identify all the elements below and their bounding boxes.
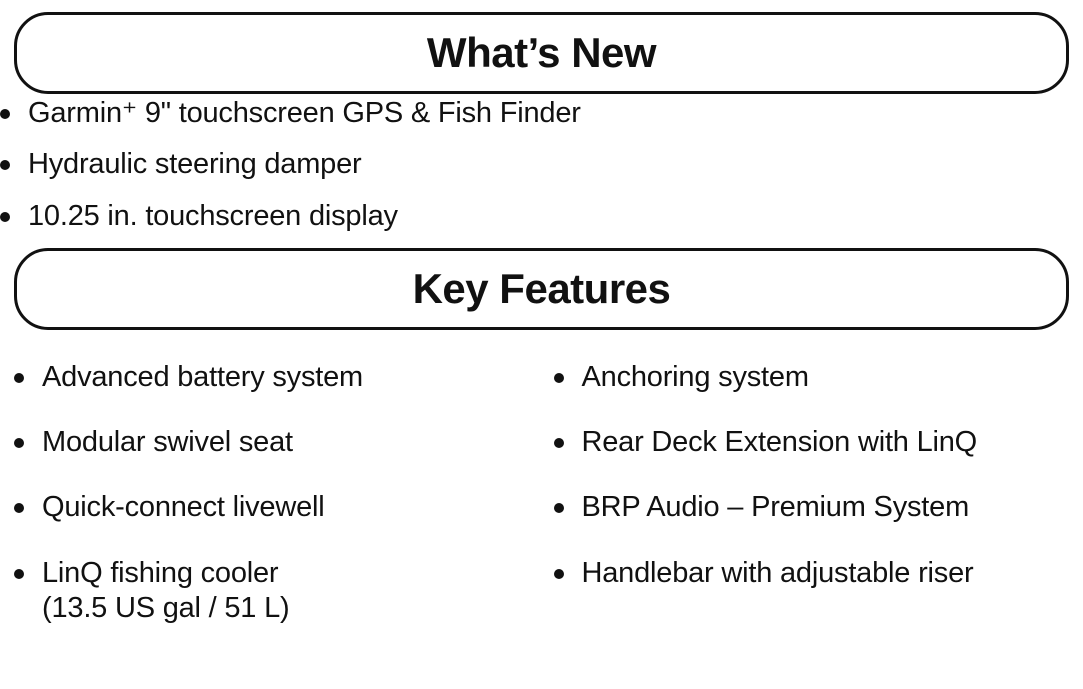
list-item	[14, 423, 542, 461]
key-features-title: Key Features	[413, 268, 671, 310]
list-item-label: BRP Audio – Premium System	[582, 488, 970, 526]
bullet-dot-icon	[0, 212, 10, 222]
list-item	[0, 94, 1083, 132]
list-item-label: Garmin⁺ 9" touchscreen GPS & Fish Finder	[28, 94, 581, 132]
key-features-left-column	[0, 358, 542, 654]
bullet-dot-icon	[0, 109, 10, 119]
list-item-label: Rear Deck Extension with LinQ	[582, 423, 978, 461]
whats-new-list	[0, 94, 1083, 235]
bullet-dot-icon	[14, 373, 24, 383]
bullet-dot-icon	[14, 569, 24, 579]
key-features-right-list	[554, 358, 1083, 592]
list-item-label: Advanced battery system	[42, 358, 363, 396]
list-item-label: LinQ fishing cooler	[42, 554, 289, 592]
bullet-dot-icon	[0, 160, 10, 170]
list-item	[554, 423, 1083, 461]
whats-new-title: What’s New	[427, 32, 656, 74]
key-features-right-column	[542, 358, 1083, 654]
list-item-label: Modular swivel seat	[42, 423, 293, 461]
list-item	[554, 554, 1083, 592]
bullet-dot-icon	[554, 503, 564, 513]
list-item-label: Hydraulic steering damper	[28, 145, 362, 183]
key-features-columns	[0, 358, 1083, 654]
list-item	[14, 358, 542, 396]
list-item	[0, 197, 1083, 235]
key-features-section-header	[14, 248, 1069, 330]
list-item-label: Handlebar with adjustable riser	[582, 554, 974, 592]
list-item-label: 10.25 in. touchscreen display	[28, 197, 398, 235]
list-item	[14, 488, 542, 526]
list-item-label: Anchoring system	[582, 358, 809, 396]
whats-new-section-header	[14, 12, 1069, 94]
bullet-dot-icon	[554, 438, 564, 448]
bullet-dot-icon	[14, 503, 24, 513]
list-item	[14, 554, 542, 628]
list-item	[0, 145, 1083, 183]
list-item-label: Quick-connect livewell	[42, 488, 325, 526]
bullet-dot-icon	[14, 438, 24, 448]
list-item	[554, 358, 1083, 396]
key-features-left-list	[14, 358, 542, 627]
list-item	[554, 488, 1083, 526]
bullet-dot-icon	[554, 569, 564, 579]
spec-sheet-page	[0, 12, 1083, 689]
bullet-dot-icon	[554, 373, 564, 383]
list-item-sublabel: (13.5 US gal / 51 L)	[42, 589, 289, 627]
